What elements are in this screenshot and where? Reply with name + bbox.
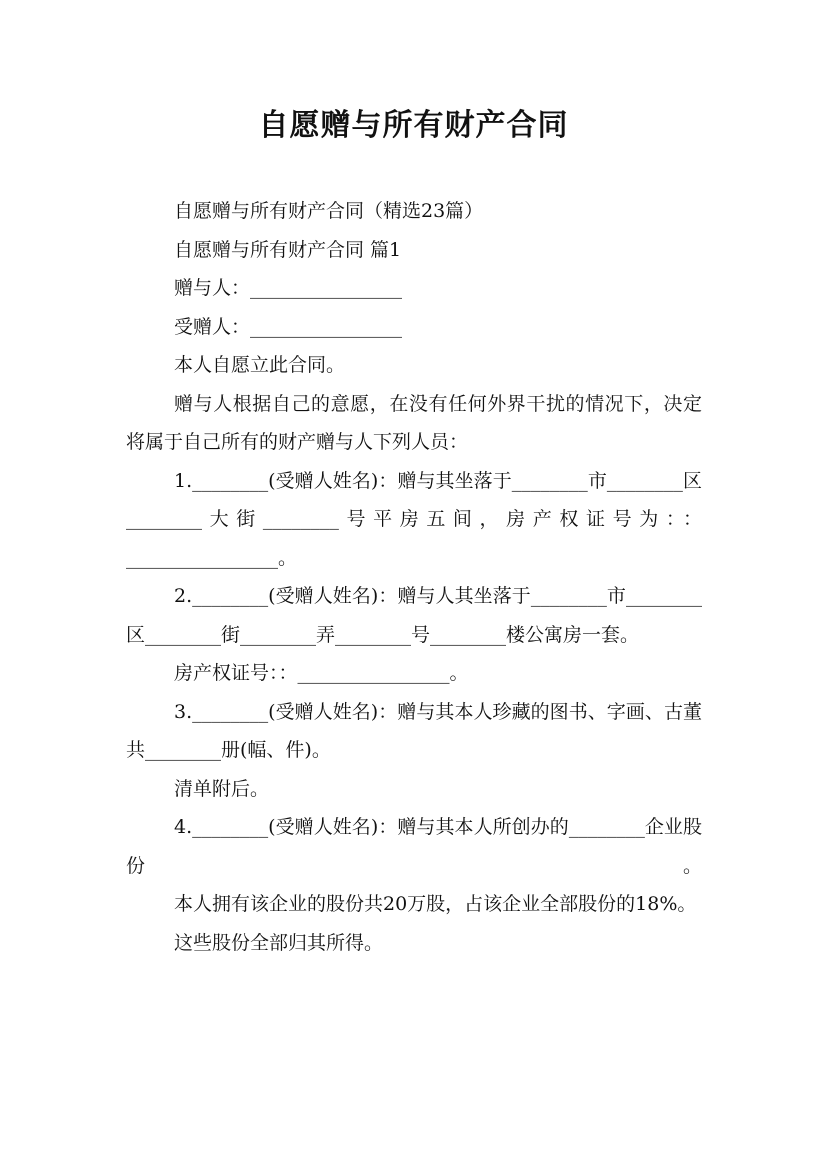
paragraph-donor: 赠与人：________________ [174,277,403,299]
paragraph-section-heading: 自愿赠与所有财产合同 篇1 [174,238,402,261]
paragraph-subtitle: 自愿赠与所有财产合同（精选23篇） [174,200,484,222]
paragraph-property-cert: 房产权证号：：________________。 [174,662,469,684]
paragraph-list-attached: 清单附后。 [174,777,270,800]
paragraph-item-3: 3.________(受赠人姓名)：赠与其本人珍藏的图书、字画、古董共________册(幅、件)。 [126,700,702,761]
paragraph-item-2: 2.________(受赠人姓名)：赠与人其坐落于________市________区________街________弄________号________楼公寓房一套。 [126,585,702,646]
paragraph-shares-all: 这些股份全部归其所得。 [174,931,384,954]
document-body [126,192,702,962]
paragraph-voluntary: 本人自愿立此合同。 [174,354,346,376]
paragraph-item-4: 4.________(受赠人姓名)：赠与其本人所创办的________企业股份。 [126,816,702,877]
paragraph-recipient: 受赠人：________________ [174,315,403,338]
paragraph-shares: 本人拥有该企业的股份共20万股，占该企业全部股份的18%。 [174,893,697,915]
document-title: 自愿赠与所有财产合同 [258,108,569,143]
paragraph-intent: 赠与人根据自己的意愿，在没有任何外界干扰的情况下，决定将属于自己所有的财产赠与人下列人员： [126,392,702,453]
paragraph-item-1: 1.________(受赠人姓名)：赠与其坐落于________市________区________大街________号平房五间，房产权证号为：：________________。 [126,469,702,569]
